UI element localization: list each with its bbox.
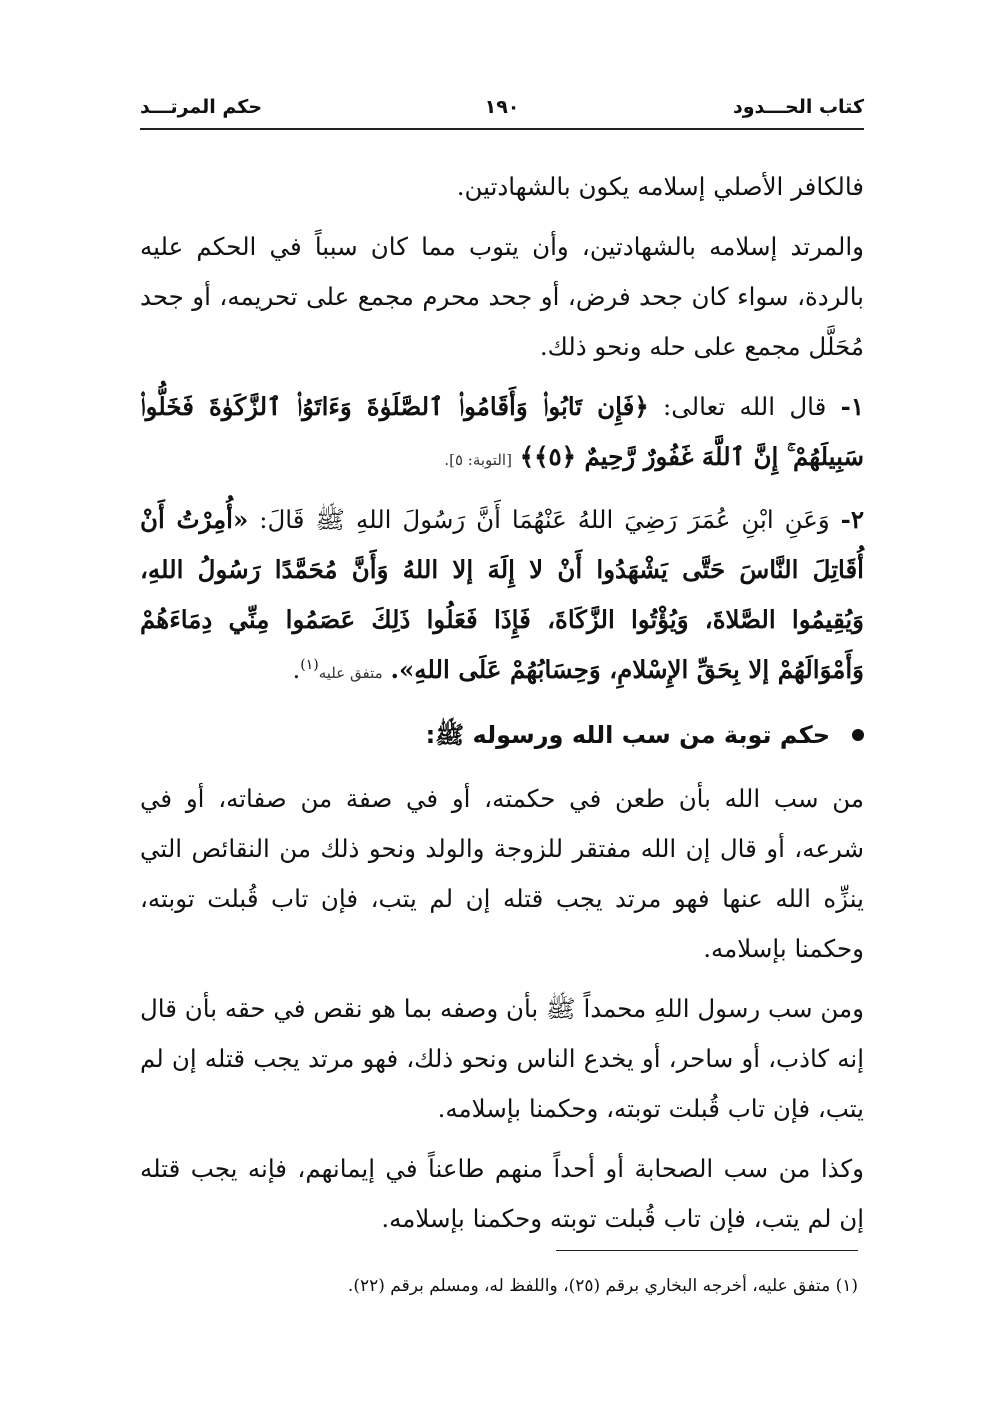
paragraph: من سب الله بأن طعن في حكمته، أو في صفة من صفاته، أو في شرعه، أو قال إن الله مفتقر للزوجة والولد ونحو ذلك من النقائص التي ينزِّه الله عنها فهو مرتد يجب قتله إن لم يتب، فإن تاب قُبلت توبته، وحكمنا بإسلامه.: [140, 784, 864, 963]
hadith-item: [140, 495, 864, 698]
heading-text: حكم توبة من سب الله ورسوله ﷺ:: [425, 721, 830, 749]
hadith-text: «أُمِرْتُ أَنْ أُقَاتِلَ النَّاسَ حَتَّى يَشْهَدُوا أَنْ لا إِلَهَ إلا اللهُ وَأَنَّ مُحَمَّدًا رَسُولُ اللهِ، وَيُقِيمُوا الصَّلاةَ، وَيُؤْتُوا الزَّكَاةَ، فَإِذَا فَعَلُوا ذَلِكَ عَصَمُوا مِنِّي دِمَاءَهُمْ وَأَمْوَالَهُمْ إلا بِحَقِّ الإِسْلامِ، وَحِسَابُهُمْ عَلَى اللهِ».: [140, 505, 864, 684]
header-divider: [140, 128, 864, 130]
quran-item: [140, 382, 864, 485]
item-intro: قال الله تعالى:: [663, 392, 827, 421]
hadith-intro: وَعَنِ ابْنِ عُمَرَ رَضِيَ اللهُ عَنْهُمَا أَنَّ رَسُولَ اللهِ ﷺ قَالَ:: [259, 505, 830, 534]
paragraph: ومن سب رسول اللهِ محمداً ﷺ بأن وصفه بما هو نقص في حقه بأن قال إنه كاذب، أو ساحر، أو يخدع الناس ونحو ذلك، فهو مرتد يجب قتله إن لم يتب، فإن تاب قُبلت توبته، وحكمنا بإسلامه.: [140, 994, 864, 1123]
running-header: [140, 96, 864, 126]
verse-reference: [التوبة: ٥].: [444, 451, 512, 469]
paragraph: والمرتد إسلامه بالشهادتين، وأن يتوب مما كان سبباً في الحكم عليه بالردة، سواء كان جحد فرض، أو جحد محرم مجمع على تحريمه، أو جحد مُحَلَّل مجمع على حله ونحو ذلك.: [140, 232, 864, 361]
section-title: حكم المرتـــد: [140, 96, 263, 118]
footnote: (١) متفق عليه، أخرجه البخاري برقم (٢٥)، واللفظ له، ومسلم برقم (٢٢).: [347, 1276, 858, 1296]
paragraph: فالكافر الأصلي إسلامه يكون بالشهادتين.: [456, 172, 864, 201]
page-number: ١٩٠: [484, 96, 520, 118]
paragraph: وكذا من سب الصحابة أو أحداً منهم طاعناً في إيمانهم، فإنه يجب قتله إن لم يتب، فإن تاب قُبلت توبته وحكمنا بإسلامه.: [140, 1154, 864, 1233]
quran-verse: ﴿فَإِن تَابُوا۟ وَأَقَامُوا۟ ٱلصَّلَوٰةَ وَءَاتَوُا۟ ٱلزَّكَوٰةَ فَخَلُّوا۟ سَبِيلَهُمْ ۚ إِنَّ ٱللَّهَ غَفُورٌ رَّحِيمٌ ﴿٥﴾﴾: [140, 392, 864, 471]
footnote-divider: [556, 1250, 858, 1251]
section-heading: [140, 710, 864, 760]
item-number: ١-: [840, 392, 864, 421]
footnote-marker[interactable]: (١): [300, 656, 319, 673]
book-title: كتاب الحـــدود: [732, 96, 864, 118]
sentence-end: .: [292, 655, 301, 684]
hadith-grade: متفق عليه: [318, 664, 383, 682]
item-number: ٢-: [840, 505, 864, 534]
bullet-icon: [852, 729, 864, 741]
main-text: [140, 162, 864, 1254]
